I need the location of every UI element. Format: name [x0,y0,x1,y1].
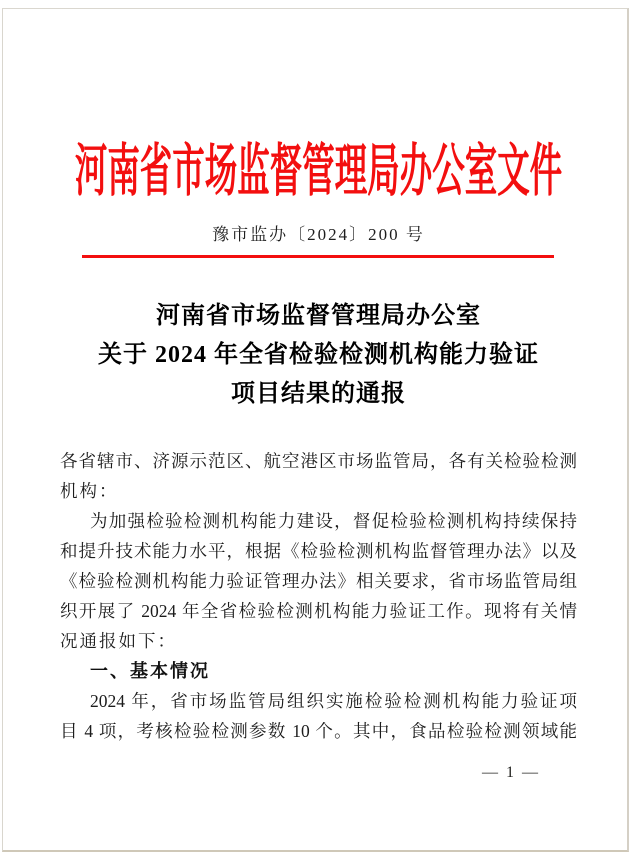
document-title [0,297,637,414]
title-line-2: 关于 2024 年全省检验检测机构能力验证 [98,342,539,368]
body-line: 和提升技术能力水平，根据《检验检测机构监督管理办法》以及 [60,541,577,561]
red-divider-line [82,255,554,258]
body-line: 2024 年，省市场监管局组织实施检验检测机构能力验证项 [90,691,577,711]
body-line: 目 4 项，考核检验检测参数 10 个。其中，食品检验检测领域能 [60,721,577,741]
page-number: — 1 — [482,764,540,781]
section-heading: 一、基本情况 [90,661,210,681]
body-line: 为加强检验检测机构能力建设，督促检验检测机构持续保持 [90,511,577,531]
body-text [60,446,577,746]
title-line-3: 项目结果的通报 [231,381,406,407]
body-line: 机构： [60,481,119,501]
title-line-1: 河南省市场监督管理局办公室 [156,303,481,329]
body-line: 况通报如下： [60,631,177,651]
body-line: 《检验检测机构能力验证管理办法》相关要求，省市场监管局组 [60,571,577,591]
body-line: 各省辖市、济源示范区、航空港区市场监管局，各有关检验检测 [60,451,577,471]
body-line: 织开展了 2024 年全省检验检测机构能力验证工作。现将有关情 [60,601,577,621]
doc-number: 豫市监办〔2024〕200 号 [212,225,425,244]
masthead [0,131,637,201]
masthead-title: 河南省市场监督管理局办公室文件 [74,140,563,203]
